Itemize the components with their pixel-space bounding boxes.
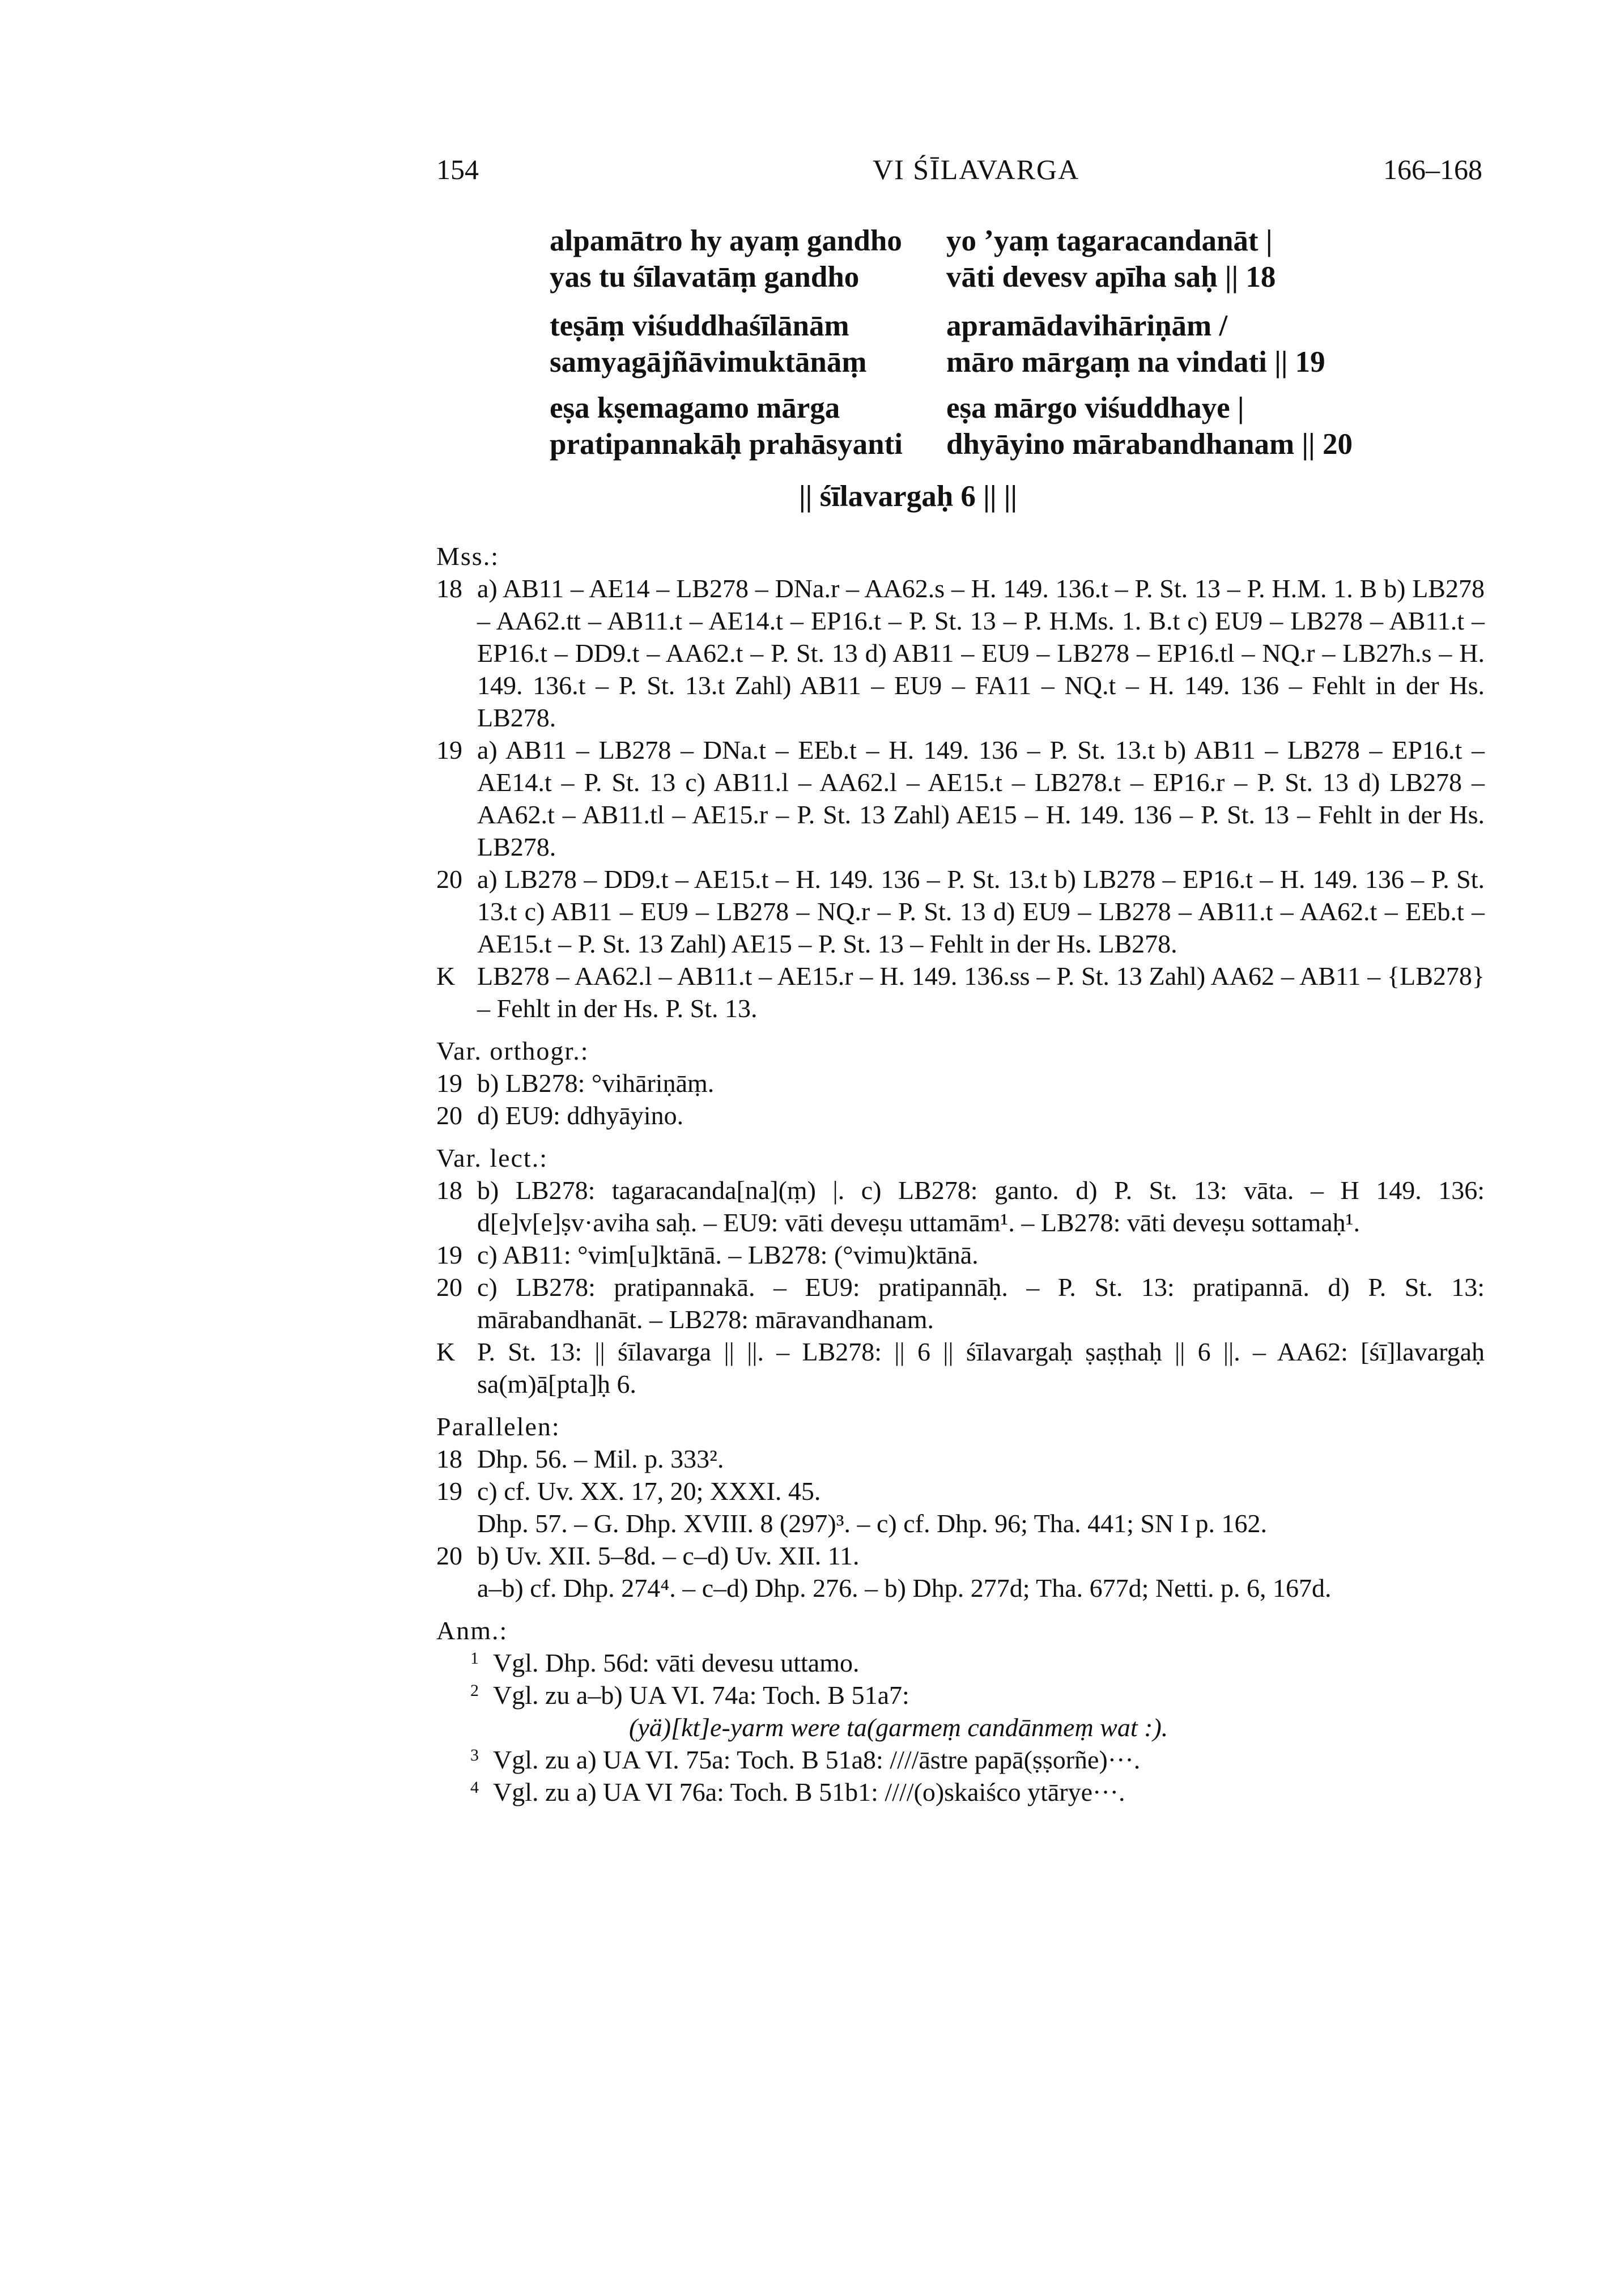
footnote-marker: 1 [470,1649,479,1668]
mss-label: Mss.: [436,542,499,571]
entry-number: 19 [436,735,462,764]
entry-number: 19 [436,1477,462,1506]
entry-number: 20 [436,1541,462,1570]
entry-text: LB278 – AA62.l – AB11.t – AE15.r – H. 149. 136.ss – P. St. 13 Zahl) AA62 – AB11 – {LB278} – Fehlt in der Hs. P. St. 13. [477,962,1485,1023]
footnote [470,1776,1485,1808]
verse-pada-a: teṣāṃ viśuddhaśīlānām [550,309,849,342]
entry-number: K [436,1337,456,1366]
verse-line [550,260,1462,296]
verse-pada-a: yas tu śīlavatāṃ gandho [550,261,860,294]
footnote [470,1647,1485,1679]
verse-line [550,224,1462,260]
entry-number: 20 [436,1273,462,1302]
footnote-marker: 3 [470,1746,479,1764]
verse-line [550,391,1462,427]
verse-pada-b: māro mārgaṃ na vindati || 19 [946,346,1325,379]
anm-label: Anm.: [436,1616,508,1645]
footnote [470,1711,1485,1744]
footnote-text: Vgl. zu a–b) UA VI. 74a: Toch. B 51a7: [493,1681,909,1710]
entry-text: b) Uv. XII. 5–8d. – c–d) Uv. XII. 11. [477,1541,860,1570]
entry-number: 18 [436,1444,462,1473]
verse-pada-a: samyagājñāvimuktānāṃ [550,346,867,379]
apparatus [436,530,1485,1808]
footnote-marker: 2 [470,1681,479,1700]
parallel-entry [436,1443,1485,1475]
verse-pada-b: vāti devesv apīha saḥ || 18 [946,261,1276,294]
entry-number: 18 [436,1176,462,1205]
entry-text: P. St. 13: || śīlavarga || ||. – LB278: || 6 || śīlavargaḥ ṣaṣṭhaḥ || 6 ||. – AA62: [śī]lavargaḥ sa(m)ā[pta]ḥ 6. [477,1337,1485,1398]
var-lect-entry [436,1336,1485,1400]
colophon: || śīlavargaḥ 6 || || [799,480,1018,513]
verse-pada-a: pratipannakāḥ prahāsyanti [550,428,903,461]
entry-number: 19 [436,1069,462,1098]
footnote-text: Vgl. zu a) UA VI. 75a: Toch. B 51a8: ////āstre papā(ṣṣorñe)···. [493,1745,1141,1774]
entry-number: K [436,962,456,990]
entry-text: a) AB11 – AE14 – LB278 – DNa.r – AA62.s – H. 149. 136.t – P. St. 13 – P. H.M. 1. B b) LB278 – AA62.tt – AB11.t – AE14.t – EP16.t – P. St. 13 – P. H.Ms. 1. B.t c) EU9 – LB278 – AB11.t – EP16.t – DD9.t – AA62.t – P. St. 13 d) AB11 – EU9 – LB278 – EP16.tl – NQ.r – LB27h.s – H. 149. 136.t – P. St. 13.t Zahl) AB11 – EU9 – FA11 – NQ.t – H. 149. 136 – Fehlt in der Hs. LB278. [477,574,1485,732]
footnote-text: Vgl. zu a) UA VI 76a: Toch. B 51b1: ////(o)skaiśco ytārye···. [493,1778,1125,1806]
verse-line [550,427,1462,464]
entry-text: Dhp. 56. – Mil. p. 333². [477,1444,724,1473]
verse-block [550,391,1462,464]
verse-pada-b: dhyāyino mārabandhanam || 20 [946,428,1353,461]
var-lect-entry [436,1174,1485,1239]
var-orthogr-entry [436,1099,1485,1132]
entry-text: c) LB278: pratipannakā. – EU9: pratipannāḥ. – P. St. 13: pratipannā. d) P. St. 13: mārabandhanāt. – LB278: māravandhanam. [477,1273,1485,1334]
entry-text: c) AB11: °vim[u]ktānā. – LB278: (°vimu)ktānā. [477,1240,979,1269]
verse-block [550,224,1462,296]
entry-number: 20 [436,1101,462,1130]
var-lect-entry [436,1239,1485,1271]
entry-number: 19 [436,1240,462,1269]
var-lect-entry [436,1271,1485,1336]
entry-text: a) AB11 – LB278 – DNa.t – EEb.t – H. 149. 136 – P. St. 13.t b) AB11 – LB278 – EP16.t – AE14.t – P. St. 13 c) AB11.l – AA62.l – AE15.t – LB278.t – EP16.r – P. St. 13 d) LB278 – AA62.t – AB11.tl – AE15.r – P. St. 13 Zahl) AE15 – H. 149. 136 – P. St. 13 – Fehlt in der Hs. LB278. [477,735,1485,861]
verse-line [550,345,1462,381]
footnote [470,1679,1485,1711]
chapter-title: VI ŚĪLAVARGA [873,154,1080,185]
mss-entry [436,863,1485,960]
footnote [470,1744,1485,1776]
footnotes [436,1647,1485,1808]
parallel-entry [436,1475,1485,1507]
verse-block [550,309,1462,381]
footnote-continuation: (yä)[kt]e-yarm were ta(garmeṃ candānmeṃ wat :). [629,1713,1168,1742]
entry-text: b) LB278: °vihāriṇāṃ. [477,1069,715,1098]
verse-pada-b: yo ’yaṃ tagaracandanāt | [946,224,1273,257]
verse-pada-a: alpamātro hy ayaṃ gandho [550,224,902,257]
entry-number: 18 [436,574,462,603]
parallel-continuation: Dhp. 57. – G. Dhp. XVIII. 8 (297)³. – c) cf. Dhp. 96; Tha. 441; SN I p. 162. [477,1509,1268,1538]
entry-text: b) LB278: tagaracanda[na](ṃ) |. c) LB278: ganto. d) P. St. 13: vāta. – H 149. 136: d[e]v[e]ṣv·aviha saḥ. – EU9: vāti deveṣu uttamām¹. – LB278: vāti deveṣu sottamaḥ¹. [477,1176,1485,1237]
entry-text: c) cf. Uv. XX. 17, 20; XXXI. 45. [477,1477,821,1506]
parallel-continuation: a–b) cf. Dhp. 274⁴. – c–d) Dhp. 276. – b) Dhp. 277d; Tha. 677d; Netti. p. 6, 167d. [477,1574,1332,1602]
mss-entry [436,572,1485,734]
var-orthogr-entry [436,1067,1485,1099]
footnote-marker: 4 [470,1778,479,1797]
mss-entry [436,960,1485,1024]
verse-range: 166–168 [1383,154,1482,185]
parallel-entry [436,1540,1485,1572]
page-number: 154 [436,154,479,185]
var-lect-label: Var. lect.: [436,1143,548,1172]
verse-pada-b: apramādavihāriṇām / [946,309,1228,342]
var-orthogr-label: Var. orthogr.: [436,1036,589,1065]
verse-line [550,309,1462,345]
entry-text: a) LB278 – DD9.t – AE15.t – H. 149. 136 – P. St. 13.t b) LB278 – EP16.t – H. 149. 136 – P. St. 13.t c) AB11 – EU9 – LB278 – NQ.r – P. St. 13 d) EU9 – LB278 – AB11.t – AA62.t – EEb.t – AE15.t – P. St. 13 Zahl) AE15 – P. St. 13 – Fehlt in der Hs. LB278. [477,865,1485,958]
parallelen-label: Parallelen: [436,1412,560,1441]
entry-text: d) EU9: ddhyāyino. [477,1101,684,1130]
verse-pada-a: eṣa kṣemagamo mārga [550,392,840,424]
mss-entry [436,734,1485,863]
entry-number: 20 [436,865,462,894]
verse-pada-b: eṣa mārgo viśuddhaye | [946,392,1244,424]
footnote-text: Vgl. Dhp. 56d: vāti devesu uttamo. [493,1648,860,1677]
